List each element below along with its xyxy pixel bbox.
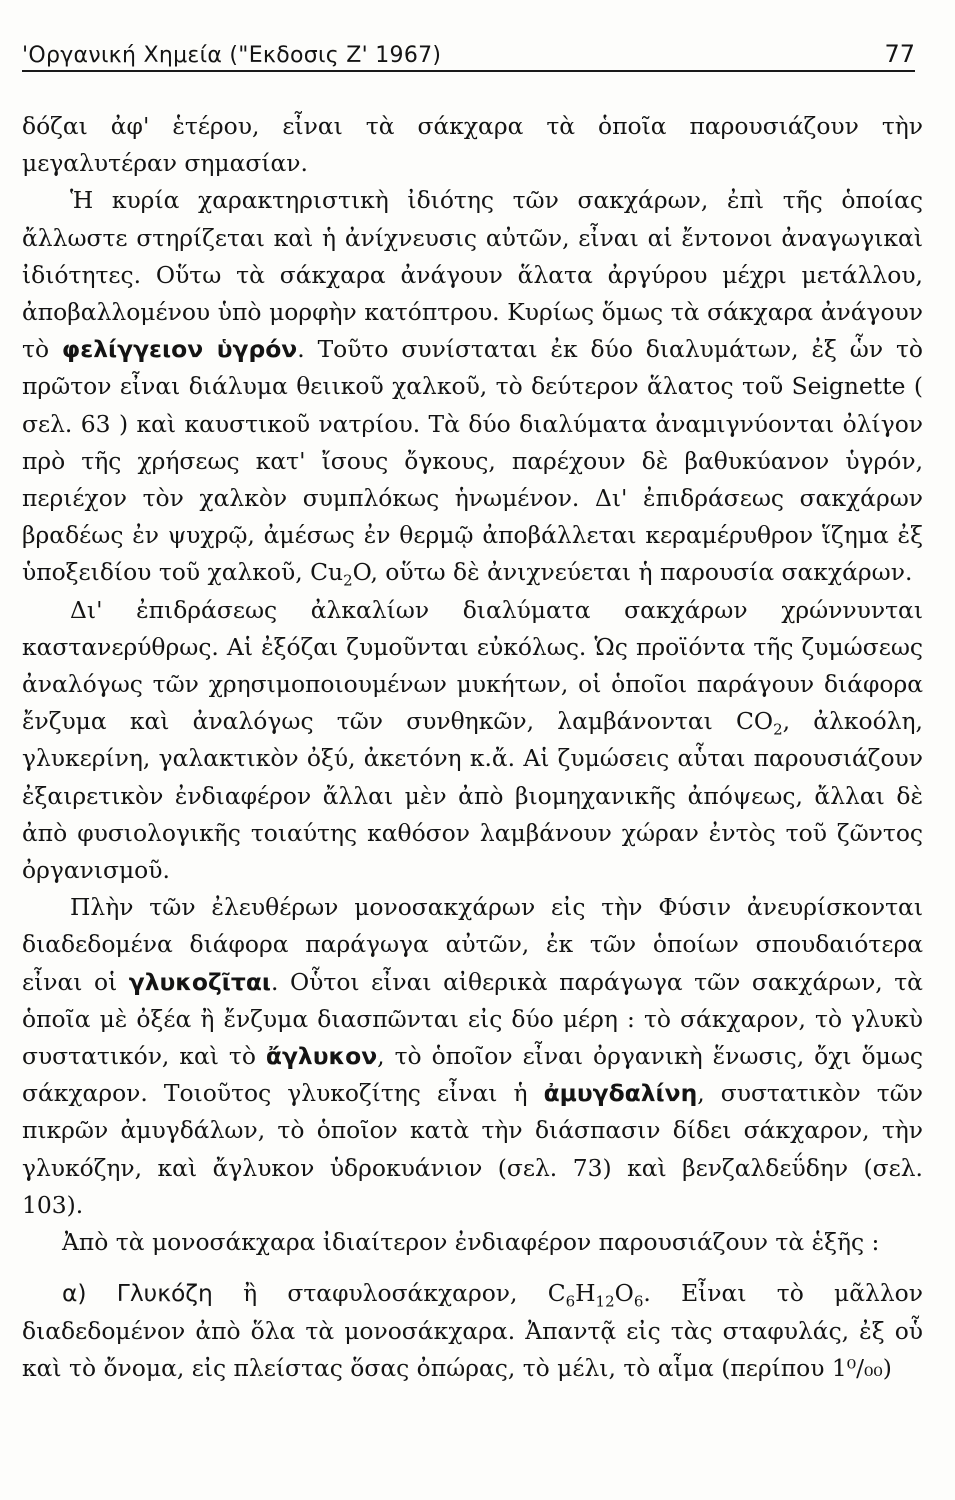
bold-term-aglycone: ἄγλυκον <box>265 1042 378 1071</box>
formula-part: Cu <box>310 558 344 587</box>
paragraph-text: Ἡ κυρία χαρακτηριστικὴ ἰδιότης τῶν σακχάρων, ἐπὶ τῆς ὁποίας ἄλλωστε στηρίζεται καὶ ἡ ἀνίχνευσις αὐτῶν, εἶναι αἱ ἔντονοι ἀναγωγικαὶ ἰδιότητες. Οὕτω τὰ σάκχαρα ἀνάγουν ἅλατα ἀργύρου μέχρι μετάλλου, ἀποβαλλομένου ὑπὸ μορφὴν κατόπτρου. Κυρίως ὅμως τὰ σάκχαρα ἀνάγουν τὸ <box>22 186 923 364</box>
paragraph-glucose <box>22 1275 923 1387</box>
paragraph-text: . Οὗτοι εἶναι αἰθερικὰ παράγωγα τῶν σακχάρων, τὰ ὁποῖα μὲ ὀξέα ἢ ἔνζυμα διασπῶνται εἰς δύο μέρη : τὸ σάκχαρον, τὸ γλυκὺ συστατικόν, καὶ τὸ <box>22 967 923 1071</box>
paragraph-continuation <box>22 108 923 182</box>
paragraph-glycosides <box>22 889 923 1224</box>
page-body <box>22 108 923 1387</box>
section-label-glucose: α) Γλυκόζη <box>62 1279 213 1308</box>
paragraph-text: . Εἶναι τὸ μᾶλλον διαδεδομένον ἀπὸ ὅλα τὰ μονοσάκχαρα. Ἀπαντᾷ εἰς τὰς σταφυλάς, ἐξ οὗ καὶ τὸ ὄνομα, εἰς πλείστας ὅσας ὀπώρας, τὸ μέλι, τὸ αἷμα (περίπου 1 <box>22 1279 923 1382</box>
formula-subscript: 2 <box>343 572 353 591</box>
paragraph-fermentation <box>22 592 923 890</box>
formula-glucose <box>547 1279 644 1311</box>
bold-term-glycosides: γλυκοζῖται <box>128 967 272 996</box>
bold-term-fehling: φελίγγειον ὑγρόν <box>61 335 298 364</box>
paragraph-text: , ἀλκοόλη, γλυκερίνη, γαλακτικὸν ὀξύ, ἀκετόνη κ.ἄ. Αἱ ζυμώσεις αὗται παρουσιάζουν ἐξαιρετικὸν ἐνδιαφέρον ἄλλαι μὲν ἀπὸ βιομηχανικῆς ἀπόψεως, ἄλλαι δὲ ἀπὸ φυσιολογικῆς τοιαύτης καθόσον λαμβάνουν χώραν ἐντὸς τοῦ ζῶντος ὀργανισμοῦ. <box>22 707 923 885</box>
paragraph-text: δόζαι ἀφ' ἑτέρου, εἶναι τὰ σάκχαρα τὰ ὁποῖα παρουσιάζουν τὴν μεγαλυτέραν σημασίαν. <box>22 112 923 178</box>
page-number: 77 <box>884 40 915 68</box>
formula-part: H <box>575 1279 596 1308</box>
page-header <box>22 28 915 72</box>
paragraph-text: Πλὴν τῶν ἐλευθέρων μονοσακχάρων εἰς τὴν Φύσιν ἀνευρίσκονται διαδεδομένα διάφορα παράγωγα αὐτῶν, ἐκ τῶν ὁποίων σπουδαιότερα εἶναι οἱ <box>22 893 923 996</box>
paragraph-text: ) <box>882 1353 892 1382</box>
paragraph-text: Δι' ἐπιδράσεως ἀλκαλίων διαλύματα σακχάρων χρώννυνται καστανερύθρως. Αἱ ἐξόζαι ζυμοῦνται εὐκόλως. Ὡς προϊόντα τῆς ζυμώσεως ἀναλόγως τῶν χρησιμοποιουμένων μυκήτων, οἱ ὁποῖοι παράγουν διάφορα ἔνζυμα καὶ ἀναλόγως τῶν συνθηκῶν, λαμβάνονται <box>22 595 923 736</box>
formula-subscript: 2 <box>773 720 783 739</box>
formula-subscript: 6 <box>633 1292 644 1311</box>
formula-cu2o <box>310 558 371 591</box>
bold-term-amygdalin: ἀμυγδαλίνη <box>543 1079 698 1108</box>
permille-sign: ⁰/₀₀ <box>846 1353 883 1382</box>
running-head: 'Οργανική Χημεία ("Εκδοσις Ζ' 1967) <box>22 43 442 68</box>
paragraph-text: ἢ σταφυλοσάκχαρον, <box>212 1279 548 1308</box>
paragraph-text: Ἀπὸ τὰ μονοσάκχαρα ἰδιαίτερον ἐνδιαφέρον παρουσιάζουν τὰ ἑξῆς : <box>62 1228 880 1257</box>
paragraph-text: , τὸ ὁποῖον εἶναι ὀργανικὴ ἕνωσις, ὄχι ὅμως σάκχαρον. Τοιοῦτος γλυκοζίτης εἶναι ἡ <box>22 1042 923 1108</box>
paragraph-reducing-properties <box>22 182 923 591</box>
paragraph-intro-monosaccharides <box>22 1224 923 1261</box>
formula-co2 <box>736 707 783 739</box>
formula-part: C <box>547 1279 566 1308</box>
formula-part: O <box>352 558 371 587</box>
formula-subscript: 12 <box>595 1292 615 1311</box>
formula-part: O <box>614 1279 634 1308</box>
formula-subscript: 6 <box>565 1292 576 1311</box>
paragraph-text: , οὕτω δὲ ἀνιχνεύεται ἡ παρουσία σακχάρων. <box>370 558 913 587</box>
paragraph-text: , συστατικὸν τῶν πικρῶν ἀμυγδάλων, τὸ ὁποῖον κατὰ τὴν διάσπασιν δίδει σάκχαρον, τὴν γλυκόζην, καὶ ἄγλυκον ὑδροκυάνιον (σελ. 73) καὶ βενζαλδεΰδην (σελ. 103). <box>22 1079 923 1219</box>
paragraph-text: . Τοῦτο συνίσταται ἐκ δύο διαλυμάτων, ἐξ ὧν τὸ πρῶτον εἶναι διάλυμα θειικοῦ χαλκοῦ, τὸ δεύτερον ἅλατος τοῦ Seignette ( σελ. 63 ) καὶ καυστικοῦ νατρίου. Τὰ δύο διαλύματα ἀναμιγνύονται ὀλίγον πρὸ τῆς χρήσεως κατ' ἴσους ὄγκους, παρέχουν δὲ βαθυκύανον ὑγρόν, περιέχον τὸν χαλκὸν συμπλόκως ἡνωμένον. Δι' ἐπιδράσεως σακχάρων βραδέως ἐν ψυχρῷ, ἀμέσως ἐν θερμῷ ἀποβάλλεται κεραμέρυθρον ἵζημα ἐξ ὑποξειδίου τοῦ χαλκοῦ, <box>22 335 923 587</box>
formula-part: CO <box>736 707 774 736</box>
